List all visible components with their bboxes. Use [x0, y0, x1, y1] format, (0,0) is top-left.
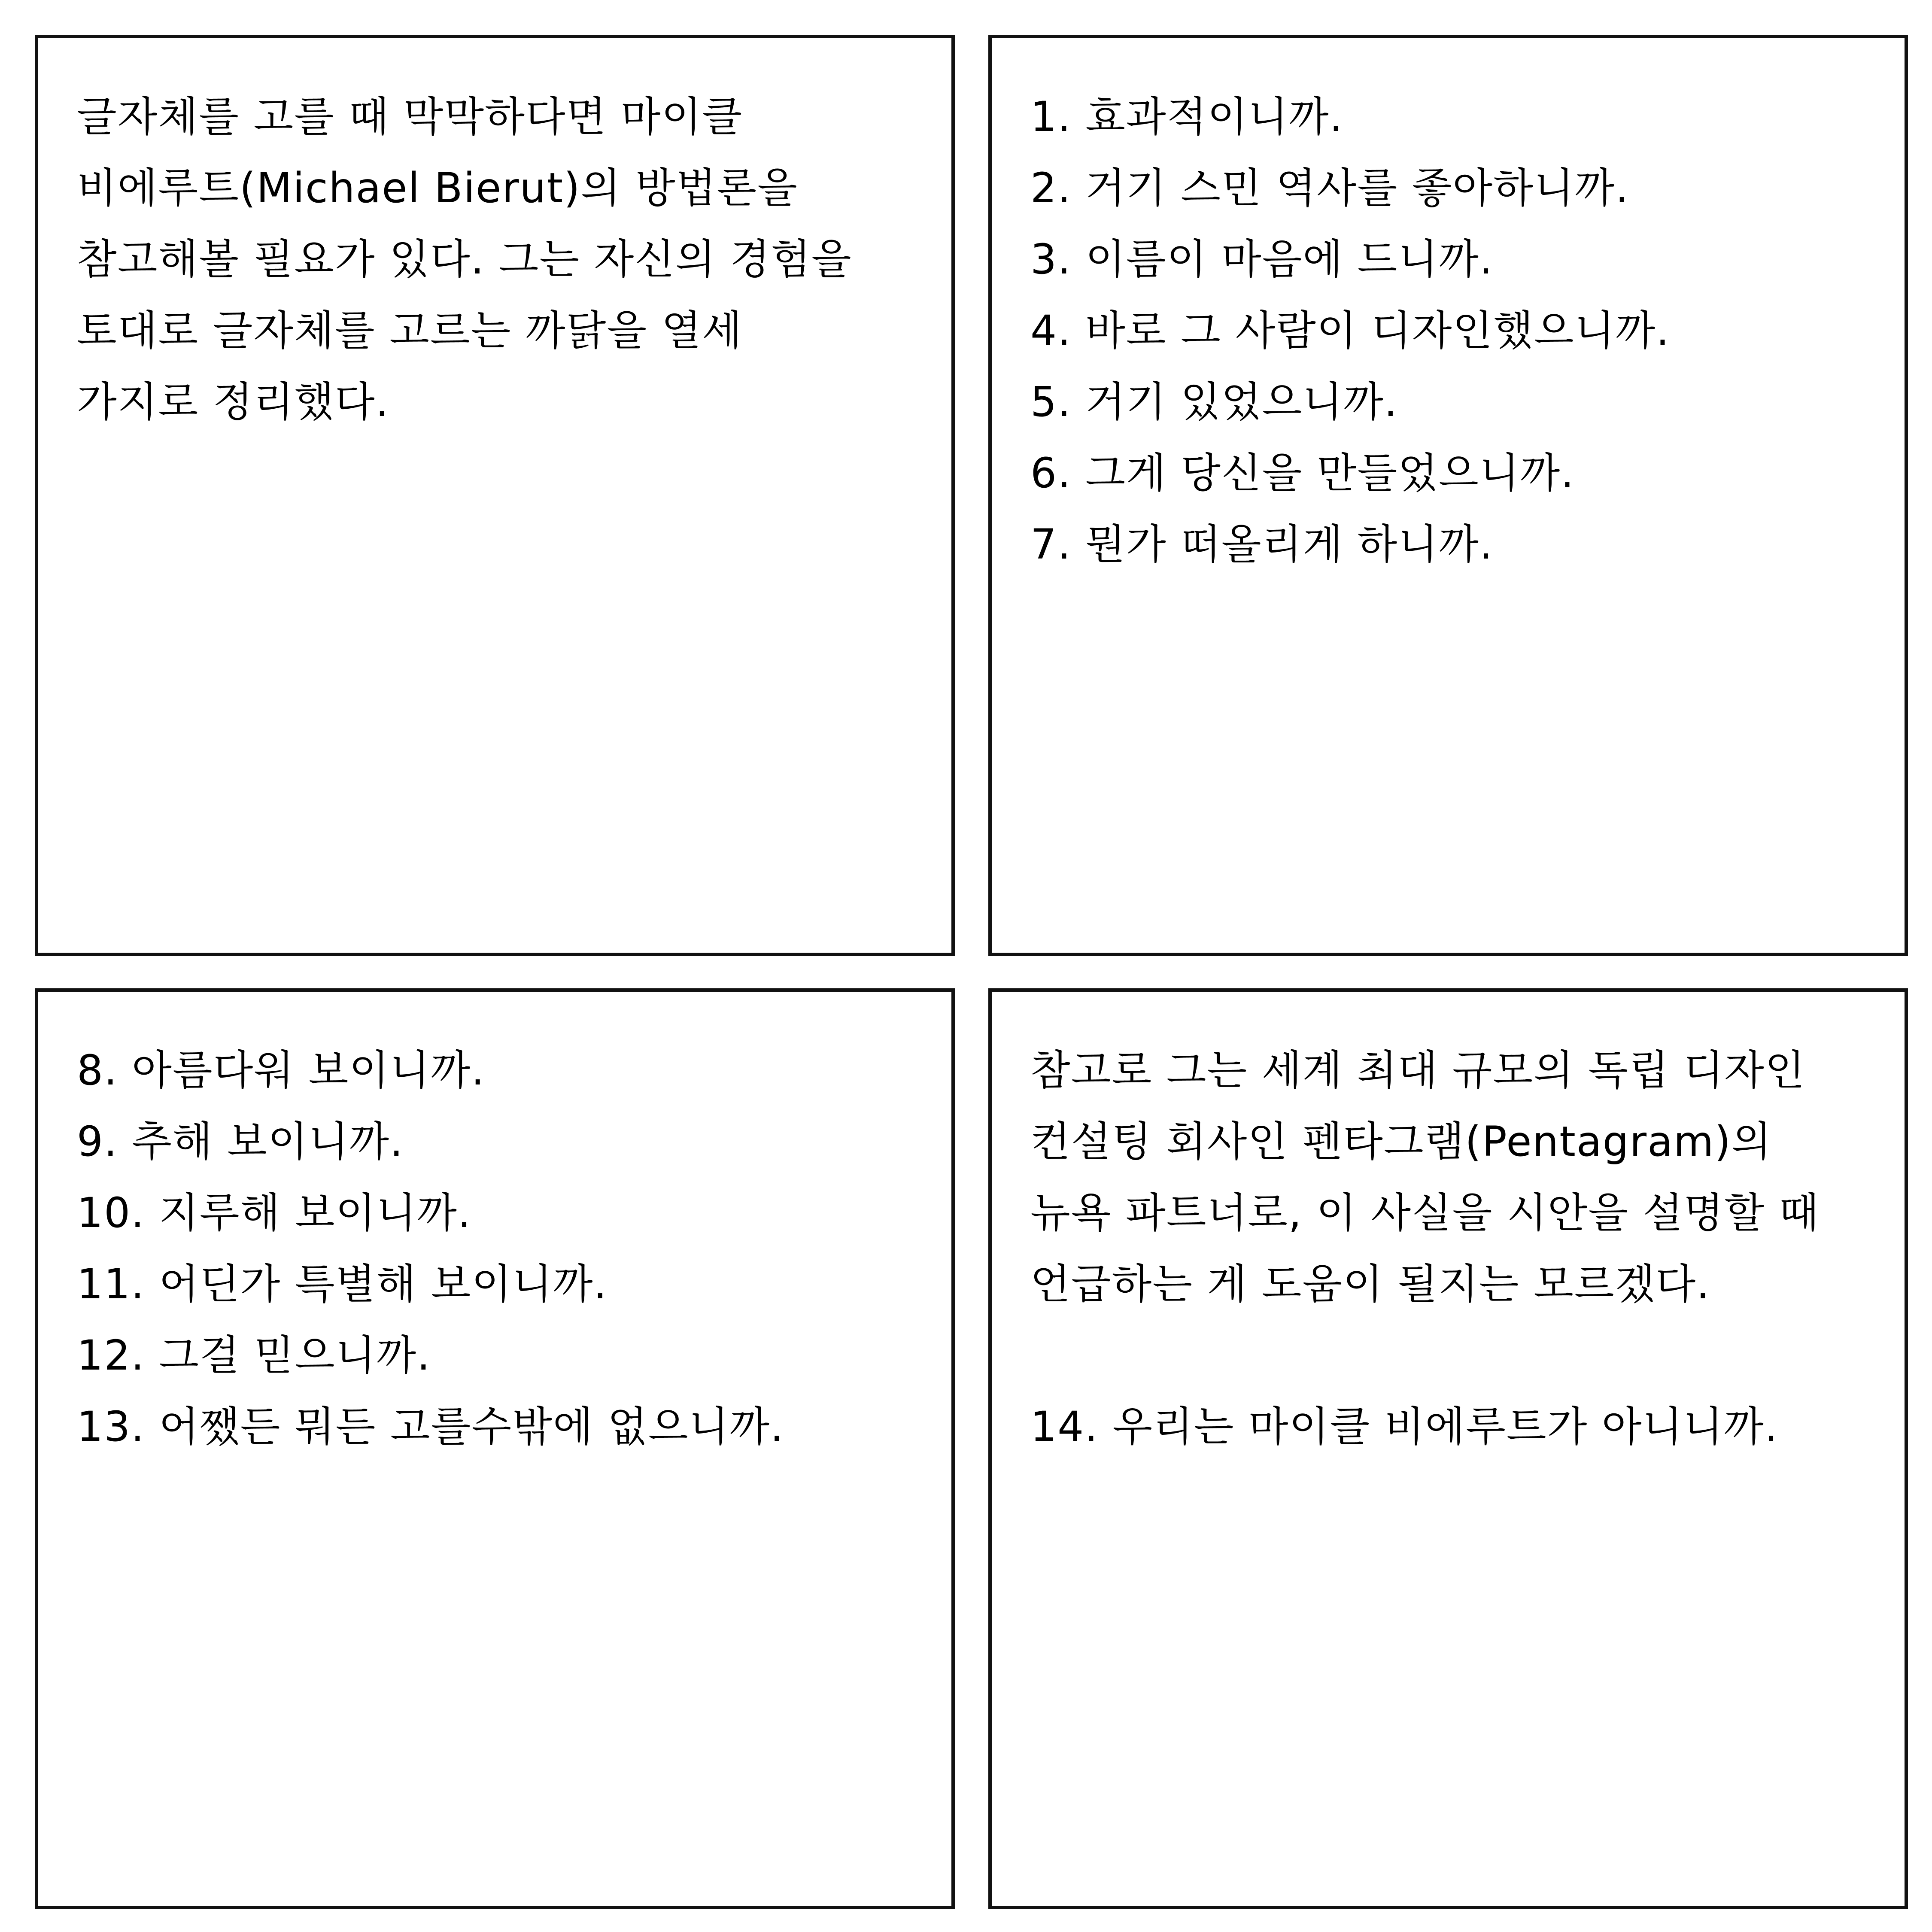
panel-reasons-1-7: [988, 35, 1908, 956]
reasons-list: [77, 1035, 926, 1462]
intro-text: [77, 81, 926, 437]
reason-item: 1. 효과적이니까.: [1030, 93, 1344, 141]
reason-item: 7. 뭔가 떠올리게 하니까.: [1030, 520, 1494, 568]
note-line: 참고로 그는 세계 최대 규모의 독립 디자인: [1030, 1046, 1806, 1094]
reason-item: 9. 추해 보이니까.: [77, 1118, 404, 1166]
intro-line: 글자체를 고를 때 막막하다면 마이클: [77, 93, 743, 141]
panel-intro: [35, 35, 955, 956]
reason-item: 4. 바로 그 사람이 디자인했으니까.: [1030, 307, 1670, 355]
reason-item: 10. 지루해 보이니까.: [77, 1189, 472, 1237]
intro-line: 가지로 정리했다.: [77, 378, 390, 426]
reason-item: 8. 아름다워 보이니까.: [77, 1046, 486, 1094]
reason-item: 12. 그걸 믿으니까.: [77, 1331, 431, 1379]
note-line: 언급하는 게 도움이 될지는 모르겠다.: [1030, 1260, 1710, 1308]
reasons-list: [1030, 81, 1879, 580]
intro-line: 참고해볼 필요가 있다. 그는 자신의 경험을: [77, 235, 852, 283]
panel-reasons-8-13: [35, 988, 955, 1909]
reason-item: 3. 이름이 마음에 드니까.: [1030, 235, 1494, 283]
note-line: 뉴욕 파트너로, 이 사실을 시안을 설명할 때: [1030, 1189, 1820, 1237]
reason-item: 11. 어딘가 특별해 보이니까.: [77, 1260, 608, 1308]
reason-item: 5. 거기 있었으니까.: [1030, 378, 1398, 426]
note-text: [1030, 1035, 1879, 1462]
note-line: 컨설팅 회사인 펜타그램(Pentagram)의: [1030, 1118, 1772, 1166]
panel-note-and-reason-14: [988, 988, 1908, 1909]
reason-item: 2. 거기 스민 역사를 좋아하니까.: [1030, 164, 1630, 212]
reason-item: 14. 우리는 마이클 비에루트가 아니니까.: [1030, 1403, 1779, 1451]
reason-item: 6. 그게 당신을 만들었으니까.: [1030, 449, 1575, 497]
intro-line: 토대로 글자체를 고르는 까닭을 열세: [77, 307, 743, 355]
intro-line: 비에루트(Michael Bierut)의 방법론을: [77, 164, 798, 212]
spacer: [1030, 1320, 1879, 1391]
reason-item: 13. 어쨌든 뭐든 고를수밖에 없으니까.: [77, 1403, 784, 1451]
